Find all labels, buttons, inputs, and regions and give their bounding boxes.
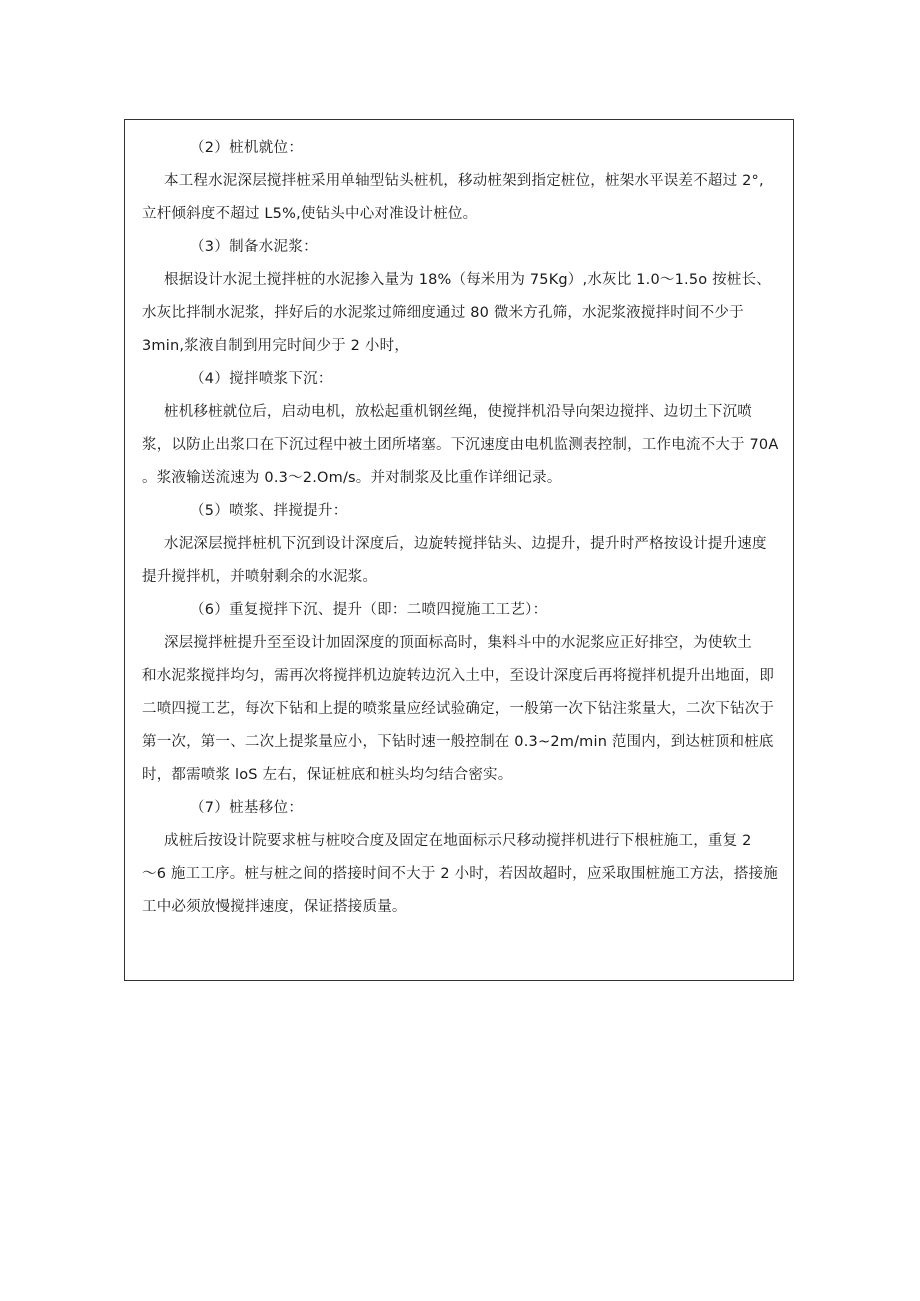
paragraph-line: 水泥深层搅拌桩机下沉到设计深度后，边旋转搅拌钻头、边提升，提升时严格按设计提升速度 xyxy=(164,536,767,552)
paragraph-line: 桩机移桩就位后，启动电机，放松起重机钢丝绳，使搅拌机沿导向架边搅拌、边切土下沉喷 xyxy=(164,404,752,420)
document-content xyxy=(142,132,779,924)
paragraph-line: 工中必须放慢搅拌速度，保证搭接质量。 xyxy=(142,899,407,915)
section-heading: （7）桩基移位： xyxy=(190,800,304,816)
section-paragraph xyxy=(142,165,776,231)
section-heading: （3）制备水泥浆： xyxy=(190,239,318,255)
paragraph-line: 第一次，第一、二次上提浆量应小，下钻时速一般控制在 0.3~2m∕min 范围内，到达桩顶和桩底 xyxy=(142,734,774,750)
paragraph-line: 立杆倾斜度不超过 L5%,使钻头中心对准设计桩位。 xyxy=(142,206,478,222)
section-heading: （4）搅拌喷浆下沉： xyxy=(190,371,333,387)
paragraph-line: 本工程水泥深层搅拌桩采用单轴型钻头桩机，移动桩架到指定桩位，桩架水平误差不超过 2°, xyxy=(164,173,764,189)
section-heading: （5）喷浆、拌搅提升： xyxy=(190,503,348,519)
paragraph-line: 水灰比拌制水泥浆，拌好后的水泥浆过筛细度通过 80 微米方孔筛，水泥浆液搅拌时间不少于 xyxy=(142,305,744,321)
section-paragraph xyxy=(142,825,776,924)
paragraph-line: ～6 施工工序。桩与桩之间的搭接时间不大于 2 小时，若因故超时，应采取围桩施工方法，搭接施 xyxy=(142,866,778,882)
paragraph-line: 成桩后按设计院要求桩与桩咬合度及固定在地面标示尺移动搅拌机进行下根桩施工，重复 2 xyxy=(164,833,752,849)
section-paragraph xyxy=(142,264,776,363)
paragraph-line: 。浆液输送流速为 0.3～2.Om/s。并对制浆及比重作详细记录。 xyxy=(142,470,562,486)
paragraph-line: 提升搅拌机，并喷射剩余的水泥浆。 xyxy=(142,569,378,585)
section-paragraph xyxy=(142,627,776,792)
paragraph-line: 3min,浆液自制到用完时间少于 2 小时， xyxy=(142,338,410,354)
paragraph-line: 根据设计水泥土搅拌桩的水泥掺入量为 18%（每米用为 75Kg）,水灰比 1.0～1.5o 按桩长、 xyxy=(164,272,771,288)
section-heading: （6）重复搅拌下沉、提升（即：二喷四搅施工工艺）： xyxy=(190,602,548,618)
paragraph-line: 深层搅拌桩提升至至设计加固深度的顶面标高时，集料斗中的水泥浆应正好排空，为使软土 xyxy=(164,635,752,651)
section-paragraph xyxy=(142,528,776,594)
paragraph-line: 浆，以防止出浆口在下沉过程中被土团所堵塞。下沉速度由电机监测表控制，工作电流不大于 70A xyxy=(142,437,779,453)
paragraph-line: 时，都需喷浆 loS 左右，保证桩底和桩头均匀结合密实。 xyxy=(142,767,513,783)
document-frame xyxy=(124,119,794,981)
section-paragraph xyxy=(142,396,779,495)
paragraph-line: 二喷四搅工艺，每次下钻和上提的喷浆量应经试验确定，一般第一次下钻注浆量大，二次下钻次于 xyxy=(142,701,775,717)
section-heading: （2）桩机就位： xyxy=(190,140,304,156)
paragraph-line: 和水泥浆搅拌均匀，需再次将搅拌机边旋转边沉入土中，至设计深度后再将搅拌机提升出地面，即 xyxy=(142,668,775,684)
